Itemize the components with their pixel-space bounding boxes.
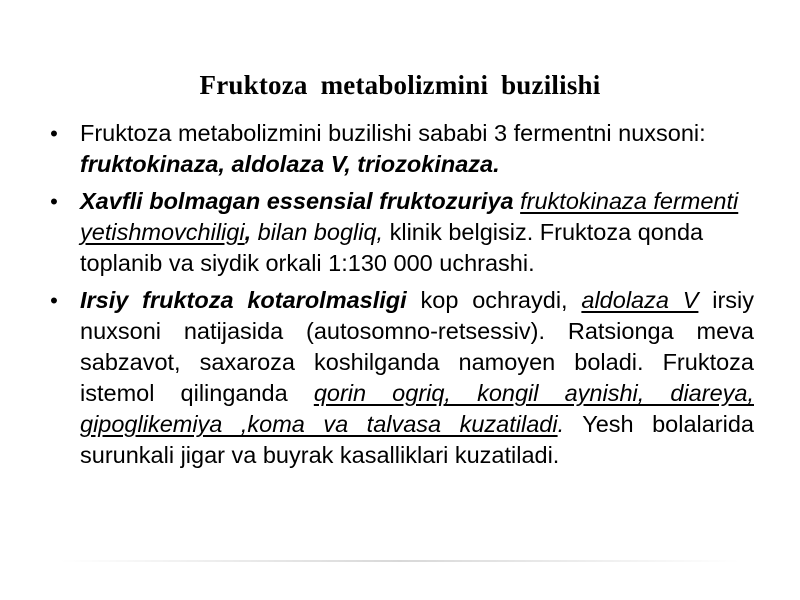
bullet-3-period: . — [557, 411, 565, 437]
bullet-item-2 — [44, 186, 754, 279]
bullet-3-enzyme: aldolaza V — [581, 287, 699, 313]
bullet-item-3 — [44, 285, 754, 471]
slide-title: Fruktoza metabolizmini buzilishi — [199, 70, 601, 100]
bullet-1-text: Fruktoza metabolizmini buzilishi sababi 3 fermentni nuxsoni: — [80, 120, 706, 146]
bullet-2-term: Xavfli bolmagan essensial fruktozuriya — [80, 188, 514, 214]
bullet-marker: • — [50, 121, 58, 146]
bullet-2-text: klinik belgisiz. Fruktoza qonda toplanib va siydik orkali 1:130 000 uchrashi. — [80, 219, 704, 276]
bullet-2-linked: bilan bogliq, — [251, 219, 384, 245]
bottom-divider — [60, 560, 740, 562]
bullet-1-enzymes: fruktokinaza, aldolaza V, triozokinaza. — [80, 151, 500, 177]
bullet-2-comma: , — [244, 219, 252, 245]
bullet-3-text-b: irsiy nuxsoni natijasida (autosomno-retsessiv). Ratsionga meva sabzavot, saxaroza koshilganda namoyen boladi. Fruktoza istemol qilinganda — [80, 287, 755, 406]
bullet-3-text-c: Yesh bolalarida surunkali jigar va buyrak kasalliklari kuzatiladi. — [80, 411, 754, 468]
bullet-2-cause: fruktokinaza fermenti yetishmovchiligi — [80, 188, 739, 245]
bullet-marker: • — [50, 288, 58, 313]
bullet-item-1 — [44, 118, 754, 180]
bullet-marker: • — [50, 189, 58, 214]
bullet-3-text-a: kop ochraydi, — [406, 287, 582, 313]
bullet-list — [44, 118, 754, 477]
bullet-3-term: Irsiy fruktoza kotarolmasligi — [80, 287, 407, 313]
bullet-3-symptoms: qorin ogriq, kongil aynishi, diareya, gipoglikemiya ,koma va talvasa kuzatiladi — [80, 380, 754, 437]
